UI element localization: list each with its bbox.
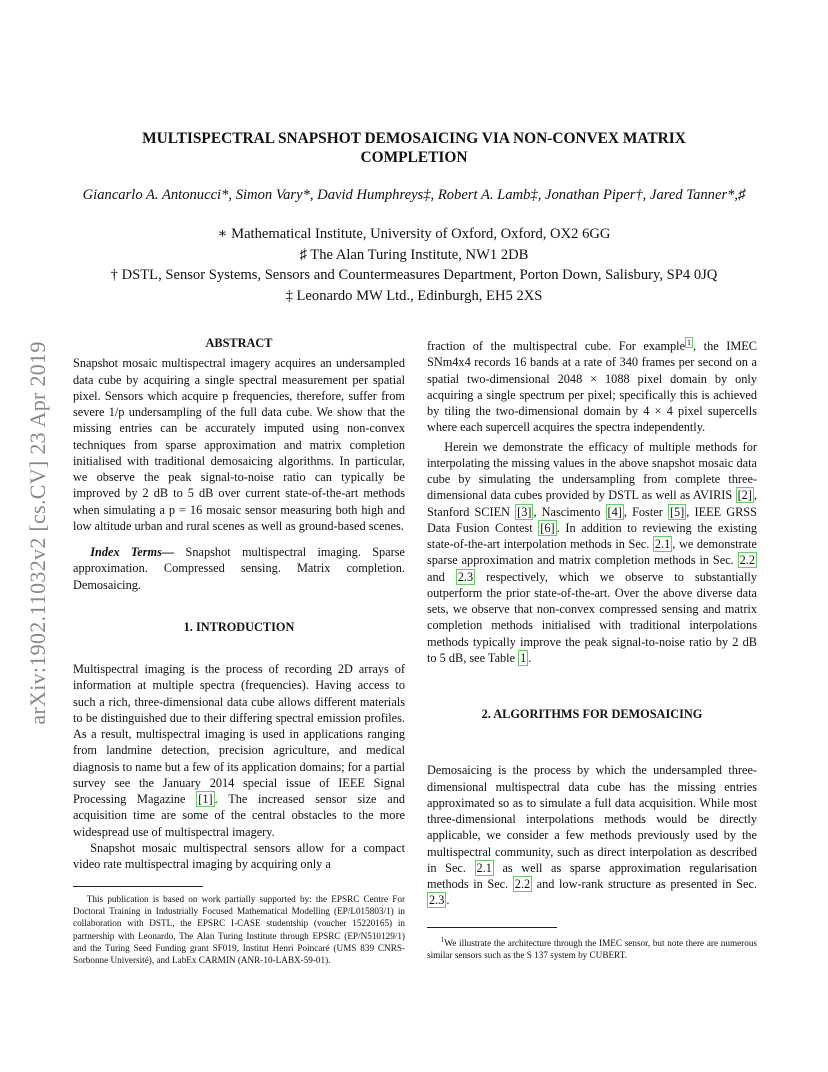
footnote-link-1[interactable]: 1	[687, 338, 692, 347]
citation-link-5[interactable]: [5]	[669, 504, 685, 519]
index-terms-label: Index Terms—	[90, 545, 175, 559]
right-column	[427, 335, 757, 961]
right-paragraph-1: fraction of the multispectral cube. For example $^1$ , the IMEC SNm4x4 records 16 bands at a rate of 340 frames per second on a spatial two-dimensional 2048 × 1088 pixel domain by only acquiring a single spectrum per pixel; specifically this is achieved by tiling the two-dimensional domain by 4 × 4 pixel supercells where each supercell acquires the spectra independently.	[427, 338, 757, 435]
paper-title: MULTISPECTRAL SNAPSHOT DEMOSAICING VIA NON-CONVEX MATRIX COMPLETION	[142, 130, 686, 166]
citation-link-3[interactable]: [3]	[517, 504, 532, 519]
section-link-2-1-b[interactable]: 2.1	[476, 860, 492, 875]
citation-link-1[interactable]: [1]	[198, 792, 213, 806]
imec-footnote: $^1$We illustrate the architecture through the IMEC sensor, but note there are numerous similar sensors such as the S 137 system by CUBERT.	[427, 935, 757, 960]
section-link-2-3-b[interactable]: 2.3	[429, 893, 445, 908]
index-terms-text: Snapshot multispectral imaging. Sparse approximation. Compressed sensing. Matrix completion. Demosaicing.	[73, 545, 405, 592]
right-paragraph-3: Demosaicing is the process by which the undersampled three-dimensional multispectral data cube has the missing entries approximated so as to simulate a full data acquisition. While most three-dimensional interpolations methods would be directly applicable, we consider a few methods previously used by the multispectral community, such as direct interpolation as described in Sec. 2.1 as well as sparse approximation regularisation methods in Sec. 2.2 and low-rank structure as presented in Sec. 2.3 .	[427, 763, 757, 908]
citation-link-4[interactable]: [4]	[607, 504, 622, 519]
right-paragraph-2: Herein we demonstrate the efficacy of multiple methods for interpolating the missing values in the above snapshot mosaic data cube by simulating the undersampling from complete three-dimensional data cubes provided by DSTL as well as AVIRIS [2] , Stanford SCIEN [3] , Nascimento [4] , Foster [5] , IEEE GRSS Data Fusion Contest [6] . In addition to reviewing the existing state-of-the-art interpolation methods in Sec. 2.1 , we demonstrate sparse approximation and matrix completion methods in Sec. 2.2 and 2.3 respectively, which we observe to substantially outperform the prior state-of-the-art. Over the above diverse data sets, we observe that non-convex compressed sensing and matrix completion methods initialised with traditional interpolations methods typically improve the peak signal-to-noise ratio by 2 dB to 5 dB, see Table 1 .	[427, 439, 757, 665]
arxiv-identifier	[22, 278, 54, 788]
funding-footnote: This publication is based on work partially supported by: the EPSRC Centre For Doctoral Training in Industrially Focused Mathematical Modelling (EP/L015803/1) in collaboration with DSTL, the EPSRC I-CASE studentship (voucher 15220165) in partnership with Leonardo, The Alan Turing Institute through EPSRC (EP/N510129/1) and the Turing Seed Funding grant SF019, Institut Henri Poincaré (UMS 839 CNRS-Sorbonne Université), and LabEx CARMIN (ANR-10-LABX-59-01).	[73, 894, 405, 965]
section-link-2-2[interactable]: 2.2	[739, 553, 755, 568]
index-terms	[73, 544, 405, 593]
affiliation-leonardo: ‡ Leonardo MW Ltd., Edinburgh, EH5 2XS	[285, 287, 543, 304]
section-link-2-2-b[interactable]: 2.2	[514, 877, 531, 892]
citation-link-2[interactable]: [2]	[737, 488, 752, 503]
affiliation-dstl: † DSTL, Sensor Systems, Sensors and Countermeasures Department, Porton Down, Salisbury, SP4 0JQ	[110, 267, 718, 283]
table-link-1[interactable]: 1	[520, 650, 527, 665]
section-link-2-1[interactable]: 2.1	[654, 537, 671, 552]
author-list: Giancarlo A. Antonucci*, Simon Vary*, David Humphreys‡, Robert A. Lamb‡, Jonathan Piper†, Jared Tanner*,♯	[82, 187, 746, 203]
section-link-2-3[interactable]: 2.3	[457, 569, 474, 584]
right-footnote-rule	[427, 927, 557, 928]
footnote-mark: 1	[440, 935, 445, 944]
left-column	[73, 335, 405, 966]
affiliations	[60, 224, 768, 306]
introduction-paragraph-1: Multispectral imaging is the process of recording 2D arrays of information at multiple spectra (frequencies). Having access to such a rich, three-dimensional data cube allows different materials to be distinguished due to their differing spectral emission profiles. As a result, multispectral imaging is used in applications ranging from landmine detection, precision agriculture, and medical diagnosis to name but a few of its application domains; for a partial survey see the January 2014 special issue of IEEE Signal Processing Magazine [1] . The increased sensor size and acquisition time are some of the central obstacles to the more widespread use of multispectral imagery.	[73, 662, 406, 839]
citation-link-6[interactable]: [6]	[540, 520, 555, 535]
introduction-heading: 1. INTRODUCTION	[183, 619, 295, 634]
affiliation-oxford: ∗ Mathematical Institute, University of Oxford, Oxford, OX2 6GG	[217, 226, 611, 242]
algorithms-heading: 2. ALGORITHMS FOR DEMOSAICING	[481, 707, 703, 722]
affiliation-turing: ♯ The Alan Turing Institute, NW1 2DB	[299, 246, 529, 263]
footnote-rule	[73, 886, 203, 887]
introduction-paragraph-2: Snapshot mosaic multispectral sensors allow for a compact video rate multispectral imaging by acquiring only a	[73, 840, 405, 871]
abstract-heading: ABSTRACT	[205, 336, 273, 350]
abstract-text: Snapshot mosaic multispectral imagery acquires an undersampled data cube by acquiring a single spectral measurement per spatial pixel. Sensors which acquire p frequencies, therefore, suffer from severe 1/p undersampling of the full data cube. We show that the missing entries can be accurately imputed using non-convex techniques from sparse approximation and matrix completion initialised with traditional demosaicing algorithms. In particular, we observe the peak signal-to-noise ratio can typically be improved by 2 dB to 5 dB over current state-of-the-art methods when simulating a p = 16 mosaic sensor measuring both high and low altitude urban and rural scenes as well as ground-based scenes.	[73, 356, 405, 533]
arxiv-identifier-text: arXiv:1902.11032v2 [cs.CV] 23 Apr 2019	[25, 341, 50, 725]
